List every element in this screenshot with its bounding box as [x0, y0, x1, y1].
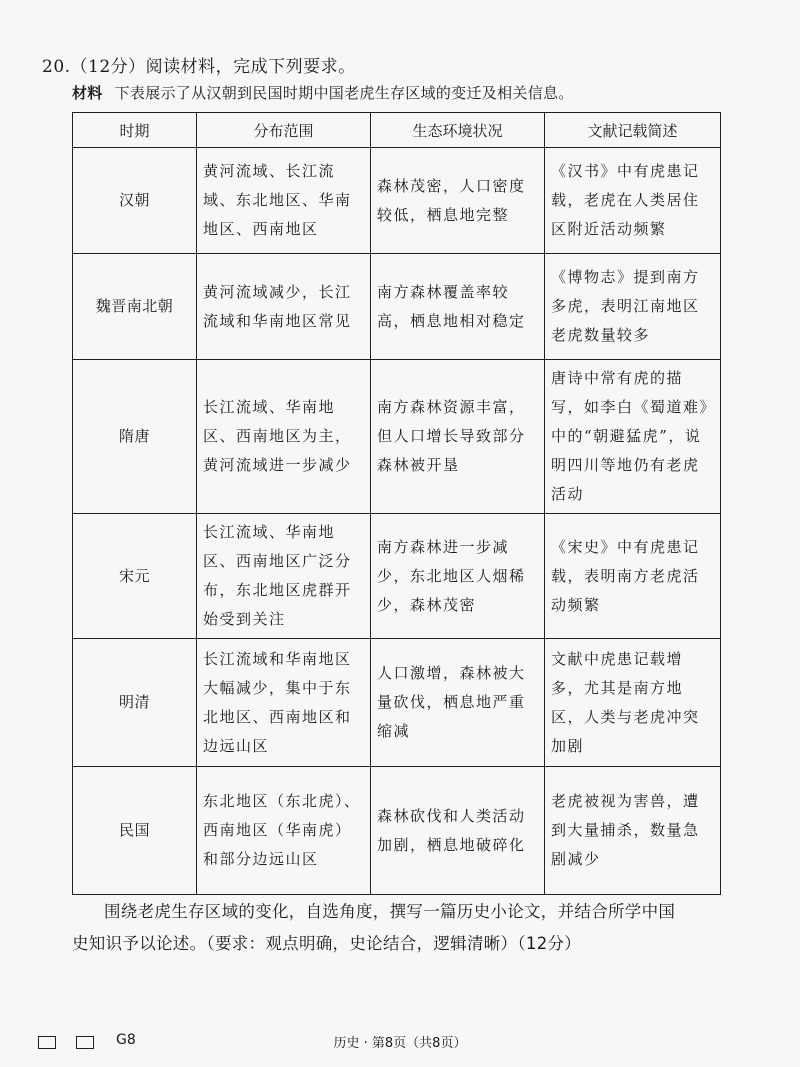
- record-cell: 老虎被视为害兽，遭到大量捕杀，数量急剧减少: [545, 767, 721, 895]
- period-cell: 民国: [73, 767, 197, 895]
- table-row: [73, 148, 721, 254]
- distribution-cell: 东北地区（东北虎）、西南地区（华南虎）和部分边远山区: [197, 767, 371, 895]
- task-line-2: 史知识予以论述。（要求：观点明确，史论结合，逻辑清晰）（12分）: [72, 934, 582, 953]
- period-cell: 魏晋南北朝: [73, 254, 197, 360]
- distribution-cell: 黄河流域、长江流域、东北地区、华南地区、西南地区: [197, 148, 371, 254]
- distribution-cell: 长江流域、华南地区、西南地区为主，黄河流域进一步减少: [197, 360, 371, 514]
- page-footer: [0, 1026, 800, 1050]
- record-cell: 唐诗中常有虎的描写，如李白《蜀道难》中的“朝避猛虎”，说明四川等地仍有老虎活动: [545, 360, 721, 514]
- table-row: [73, 254, 721, 360]
- tiger-habitat-table: [72, 112, 721, 895]
- table-row: [73, 360, 721, 514]
- ecology-cell: 人口激增，森林被大量砍伐，栖息地严重缩减: [371, 639, 545, 767]
- distribution-cell: 长江流域、华南地区、西南地区广泛分布，东北地区虎群开始受到关注: [197, 514, 371, 639]
- period-cell: 明清: [73, 639, 197, 767]
- footer-code: G8: [116, 1032, 136, 1048]
- ecology-cell: 南方森林进一步减少，东北地区人烟稀少，森林茂密: [371, 514, 545, 639]
- task-instructions: [72, 896, 732, 960]
- ecology-cell: 森林茂密，人口密度较低，栖息地完整: [371, 148, 545, 254]
- record-cell: 《汉书》中有虎患记载，老虎在人类居住区附近活动频繁: [545, 148, 721, 254]
- ecology-cell: 南方森林资源丰富，但人口增长导致部分森林被开垦: [371, 360, 545, 514]
- period-cell: 隋唐: [73, 360, 197, 514]
- task-line-1: 围绕老虎生存区域的变化，自选角度，撰写一篇历史小论文，并结合所学中国: [104, 902, 676, 921]
- header-ecology: 生态环境状况: [371, 113, 545, 148]
- material-label: 材料: [72, 84, 103, 102]
- table-row: [73, 767, 721, 895]
- header-distribution: 分布范围: [197, 113, 371, 148]
- record-cell: 《宋史》中有虎患记载，表明南方老虎活动频繁: [545, 514, 721, 639]
- distribution-cell: 长江流域和华南地区大幅减少，集中于东北地区、西南地区和边远山区: [197, 639, 371, 767]
- header-record: 文献记载简述: [545, 113, 721, 148]
- record-cell: 《博物志》提到南方多虎，表明江南地区老虎数量较多: [545, 254, 721, 360]
- footer-page-info: 历史 · 第8页（共8页）: [333, 1036, 467, 1051]
- material-intro: [72, 82, 574, 103]
- table-row: [73, 514, 721, 639]
- distribution-cell: 黄河流域减少，长江流域和华南地区常见: [197, 254, 371, 360]
- period-cell: 汉朝: [73, 148, 197, 254]
- question-header: 20.（12分）阅读材料，完成下列要求。: [42, 57, 356, 77]
- material-text: 下表展示了从汉朝到民国时期中国老虎生存区域的变迁及相关信息。: [114, 84, 574, 102]
- period-cell: 宋元: [73, 514, 197, 639]
- table-header-row: [73, 113, 721, 148]
- table-row: [73, 639, 721, 767]
- ecology-cell: 森林砍伐和人类活动加剧，栖息地破碎化: [371, 767, 545, 895]
- ecology-cell: 南方森林覆盖率较高，栖息地相对稳定: [371, 254, 545, 360]
- record-cell: 文献中虎患记载增多，尤其是南方地区，人类与老虎冲突加剧: [545, 639, 721, 767]
- header-period: 时期: [73, 113, 197, 148]
